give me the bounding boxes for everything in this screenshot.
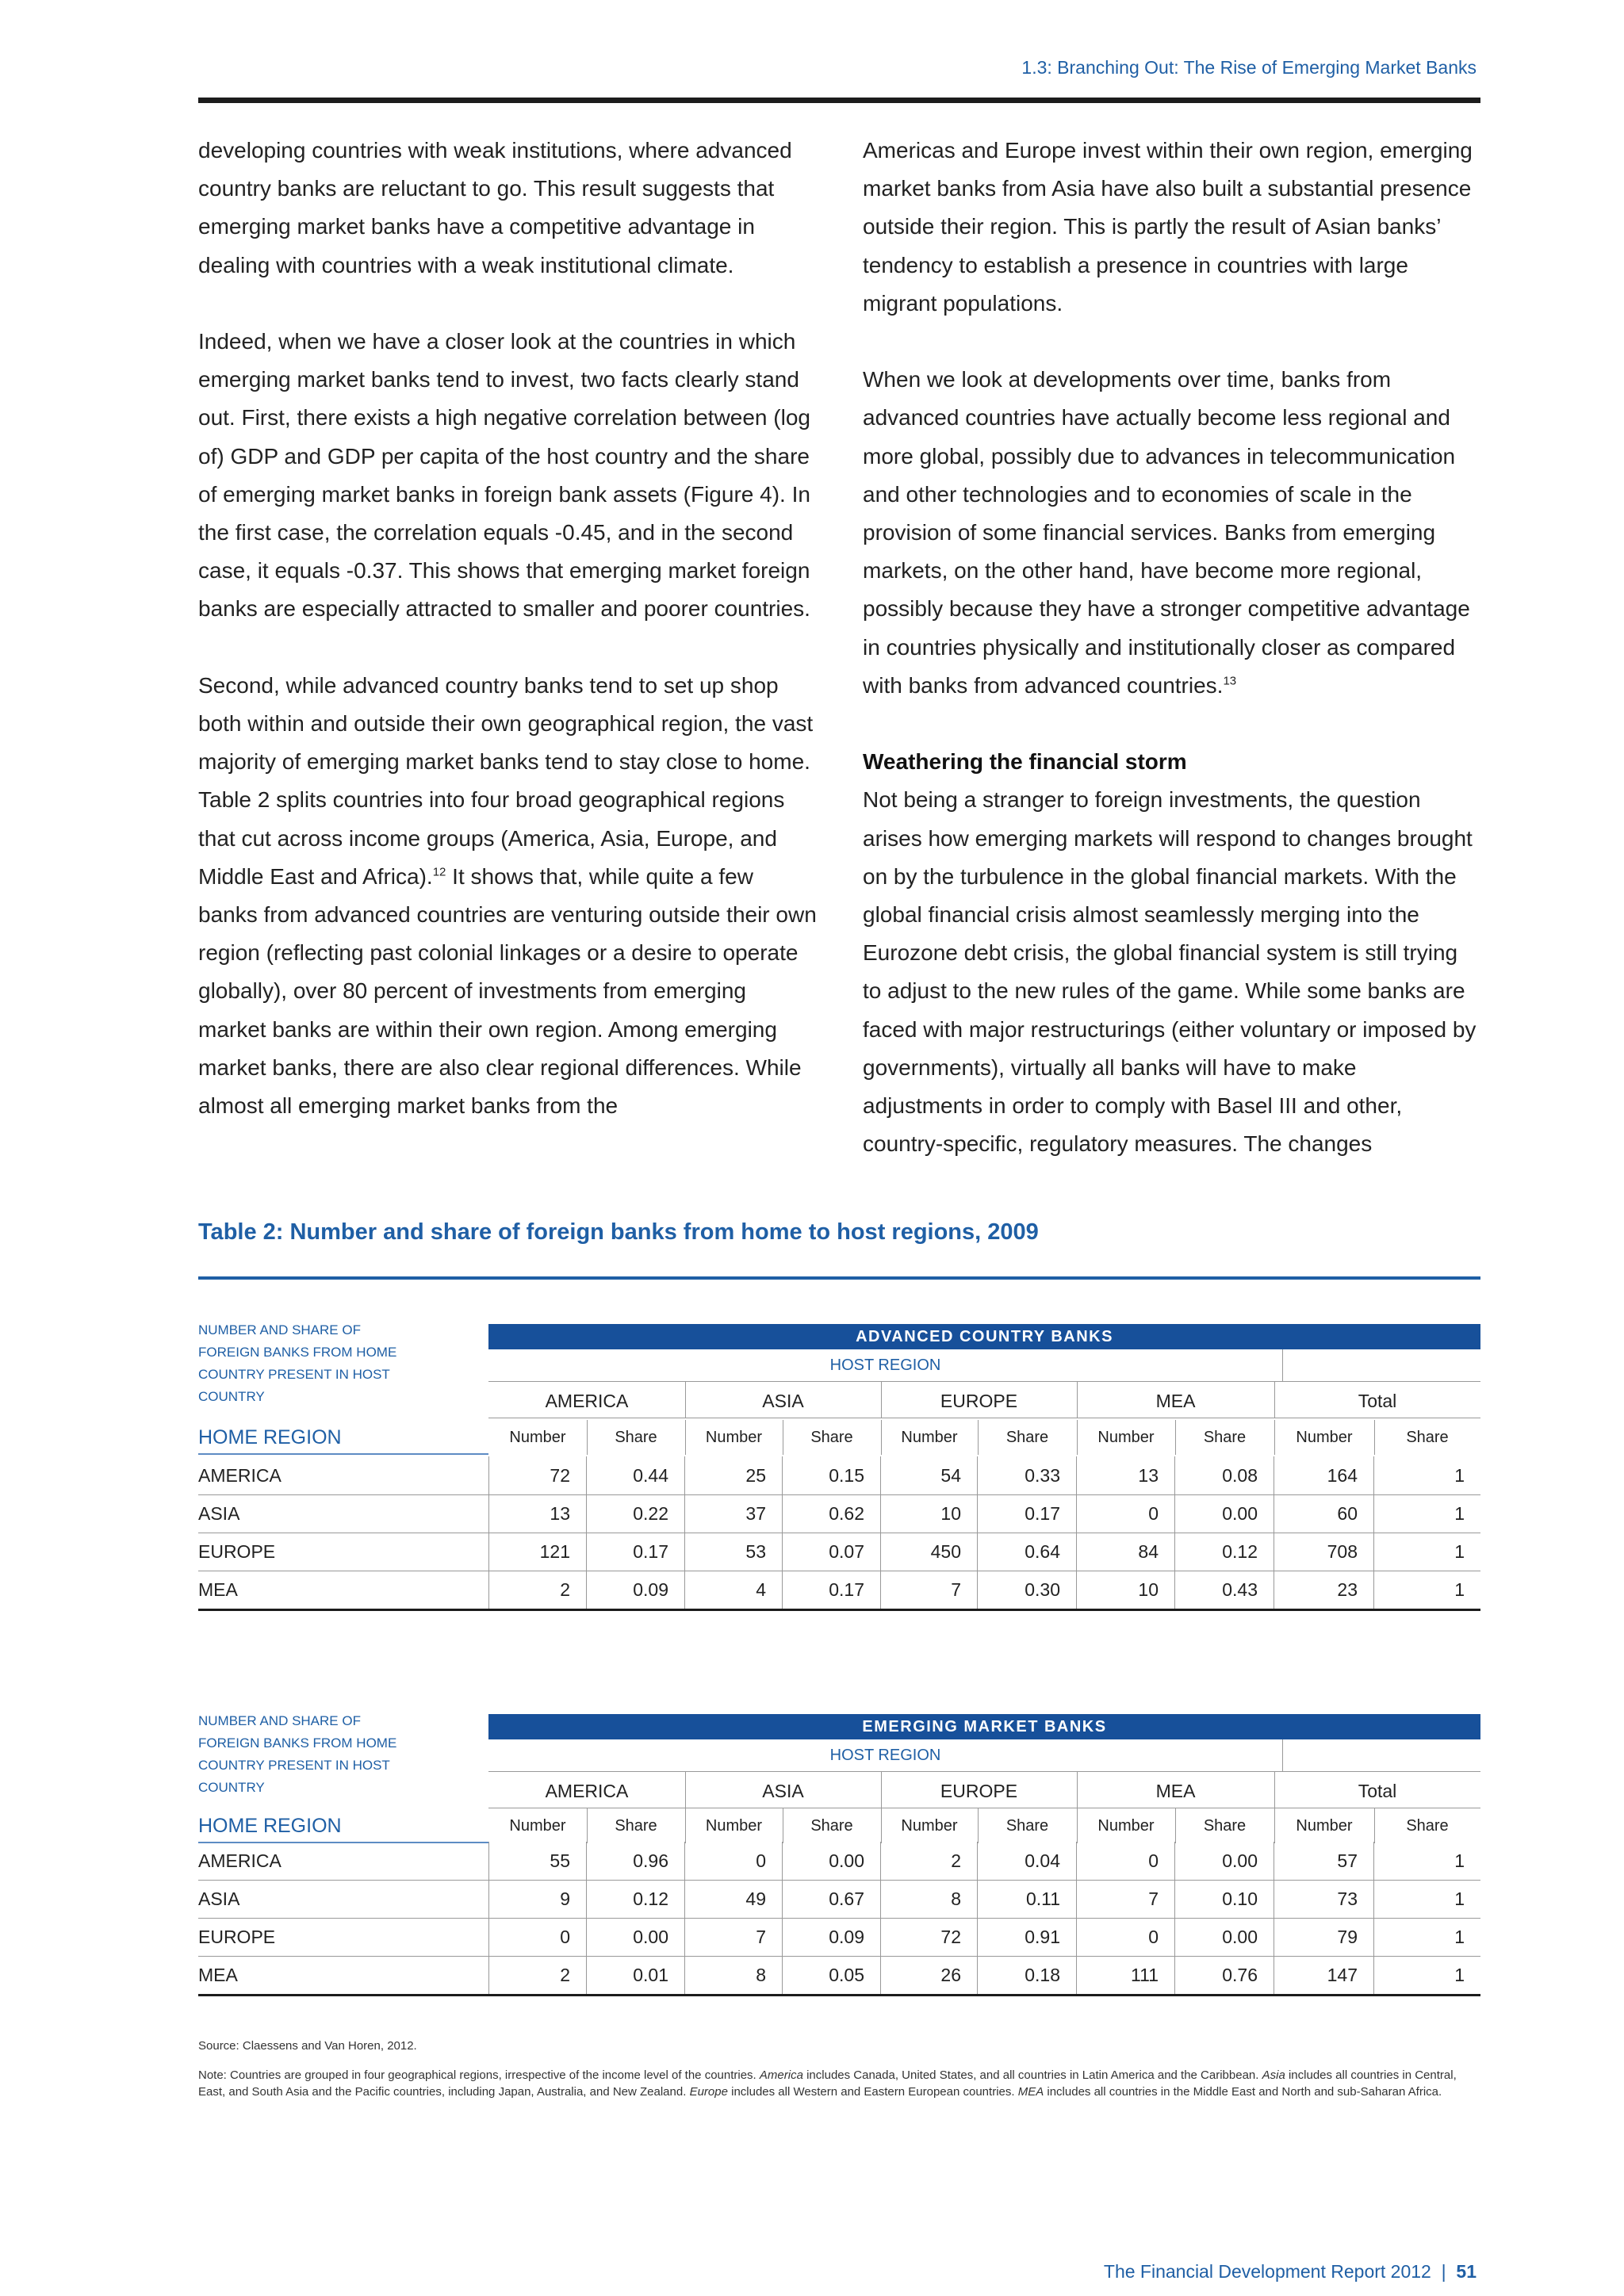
table-cell: 1: [1454, 1541, 1465, 1562]
note-term: America: [759, 2068, 803, 2082]
note-text: includes all countries in Central, East, and South Asia and the Pacific countries, including Japan, Australia, and New Zealand.: [198, 2068, 1457, 2099]
column-subheader: Share: [783, 1420, 882, 1455]
region-header: ASIA: [685, 1381, 882, 1418]
host-region-row: [488, 1739, 1480, 1772]
table-cell: 0.91: [978, 1918, 1077, 1956]
row-label: ASIA: [198, 1888, 240, 1909]
table-cell: 0.15: [783, 1456, 881, 1494]
table-cell: 1: [1454, 1503, 1465, 1524]
note-term: MEA: [1017, 2085, 1044, 2099]
table-cell: 9: [488, 1880, 587, 1918]
column-subheader: Share: [978, 1420, 1078, 1455]
column-subheader: Share: [1406, 1429, 1449, 1446]
region-header: AMERICA: [488, 1381, 686, 1418]
region-header-row: [488, 1771, 1480, 1808]
paragraph: Americas and Europe invest within their own region, emerging market banks from Asia have also built a substantial presence outside their region. This is partly the result of Asian banks’ tendency to establish a presence in countries with large migrant populations.: [863, 138, 1473, 316]
note-text: includes all Western and Eastern European countries.: [727, 2085, 1018, 2099]
footnote-ref: 13: [1223, 674, 1237, 688]
table-cell: 60: [1274, 1494, 1374, 1533]
table-cell: 0: [1077, 1494, 1175, 1533]
table-cell: 8: [881, 1880, 978, 1918]
table-cell: 8: [685, 1956, 783, 1994]
table-cell: 0.09: [783, 1918, 881, 1956]
home-region-label: HOME REGION: [198, 1815, 342, 1837]
region-header: MEA: [1077, 1381, 1275, 1418]
table-cell: 57: [1274, 1842, 1374, 1880]
note-term: Europe: [689, 2085, 728, 2099]
table-cell: 0.00: [1175, 1842, 1274, 1880]
row-label: EUROPE: [198, 1541, 276, 1562]
table-band: EMERGING MARKET BANKS: [488, 1714, 1480, 1739]
note-text: includes all countries in the Middle East and North and sub-Saharan Africa.: [1044, 2085, 1442, 2099]
footer-separator: |: [1441, 2261, 1446, 2282]
table-cell: 72: [488, 1456, 587, 1494]
table-cell: 84: [1077, 1533, 1175, 1571]
note-text: includes Canada, United States, and all countries in Latin America and the Caribbean.: [802, 2068, 1262, 2082]
table-cell: 0.43: [1175, 1571, 1274, 1609]
table-cell: 0.12: [587, 1880, 685, 1918]
table-cell: 0: [1077, 1842, 1175, 1880]
region-header: AMERICA: [488, 1771, 686, 1808]
page-number: 51: [1456, 2261, 1477, 2282]
table-cell: 79: [1274, 1918, 1374, 1956]
table-title: Table 2: Number and share of foreign banks from home to host regions, 2009: [198, 1219, 1039, 1245]
table-row: [198, 1456, 1480, 1495]
table-cell: 0.11: [978, 1880, 1077, 1918]
column-subheader: Number: [1274, 1420, 1375, 1455]
table-cell: 0.04: [978, 1842, 1077, 1880]
row-label: MEA: [198, 1965, 238, 1985]
column-subheader: Share: [978, 1808, 1078, 1843]
home-region-rule: [198, 1453, 488, 1455]
table-cell: 0.00: [1175, 1918, 1274, 1956]
paragraph-text: Second, while advanced country banks tend to set up shop both within and outside their own geographical region, the vast majority of emerging market banks tend to stay close to home. Table 2 splits countries into four broad geographical regions that cut across income groups (America, Asia, Europe, and Middle East and Africa).: [198, 672, 814, 889]
table-row: [198, 1918, 1480, 1957]
column-subheader: Share: [1175, 1420, 1275, 1455]
row-label: AMERICA: [198, 1465, 282, 1486]
region-header: EUROPE: [881, 1381, 1078, 1418]
home-region-label: HOME REGION: [198, 1426, 342, 1448]
column-subheader: Number: [685, 1808, 783, 1843]
column-subheader: Number: [881, 1808, 979, 1843]
region-header: MEA: [1077, 1771, 1275, 1808]
paragraph: Indeed, when we have a closer look at the countries in which emerging market banks tend to invest, two facts clearly stand out. First, there exists a high negative correlation between (log of) GDP and GDP per capita of the host country and the share of emerging market banks in foreign bank assets (Figure 4). In the first case, the correlation equals -0.45, and in the second case, it equals -0.37. This shows that emerging market foreign banks are especially attracted to smaller and poorer countries.: [198, 329, 810, 622]
table-cell: 49: [685, 1880, 783, 1918]
table-cell: 54: [881, 1456, 978, 1494]
table-cell: 0.00: [783, 1842, 881, 1880]
table-cell: 13: [1077, 1456, 1175, 1494]
table-cell: 26: [881, 1956, 978, 1994]
table-cell: 450: [881, 1533, 978, 1571]
table-cell: 0: [488, 1918, 587, 1956]
note-term: Asia: [1262, 2068, 1285, 2082]
table-cell: 23: [1274, 1571, 1374, 1609]
table-cell: 111: [1077, 1956, 1175, 1994]
table-cell: 25: [685, 1456, 783, 1494]
column-subheader: Share: [587, 1420, 686, 1455]
table-cell: 2: [881, 1842, 978, 1880]
table-cell: 73: [1274, 1880, 1374, 1918]
table-row: [198, 1571, 1480, 1611]
host-region-label: HOST REGION: [488, 1739, 1283, 1771]
corner-label: NUMBER AND SHARE OF FOREIGN BANKS FROM HOME COUNTRY PRESENT IN HOST COUNTRY: [198, 1713, 397, 1795]
table-cell: 2: [488, 1956, 587, 1994]
table-title-rule: [198, 1276, 1480, 1280]
column-subheader: Number: [488, 1808, 588, 1843]
column-subheader: Number: [1077, 1808, 1176, 1843]
table-cell: 0.00: [587, 1918, 685, 1956]
table-cell: 37: [685, 1494, 783, 1533]
table-cell: 0: [1077, 1918, 1175, 1956]
header-rule: [198, 98, 1480, 103]
table-cell: 0.09: [587, 1571, 685, 1609]
corner-label: NUMBER AND SHARE OF FOREIGN BANKS FROM HOME COUNTRY PRESENT IN HOST COUNTRY: [198, 1322, 397, 1404]
table-cell: 55: [488, 1842, 587, 1880]
table-cell: 121: [488, 1533, 587, 1571]
table-cell: 1: [1454, 1927, 1465, 1947]
table-cell: 0.17: [587, 1533, 685, 1571]
table-row: [198, 1880, 1480, 1919]
table-cell: 10: [881, 1494, 978, 1533]
paragraph: [863, 361, 1481, 705]
table-cell: 4: [685, 1571, 783, 1609]
table-cell: 0.96: [587, 1842, 685, 1880]
table-cell: 0.33: [978, 1456, 1077, 1494]
subheader-row: [198, 1420, 1480, 1455]
paragraph-text: It shows that, while quite a few banks from advanced countries are venturing outside their own region (reflecting past colonial linkages or a desire to operate globally), over 80 percent of investments from emerging market banks are within their own region. Among emerging market banks, there are also clear regional differences. While almost all emerging market banks from the: [198, 863, 817, 1119]
column-subheader: Number: [1274, 1808, 1375, 1843]
right-column: [863, 132, 1481, 1163]
footnote-ref: 12: [432, 865, 446, 879]
host-region-row: [488, 1349, 1480, 1382]
table-cell: 7: [685, 1918, 783, 1956]
region-header: Total: [1358, 1391, 1397, 1411]
row-label: EUROPE: [198, 1927, 276, 1947]
left-column: [198, 132, 817, 1163]
table-cell: 0.30: [978, 1571, 1077, 1609]
table-row: [198, 1494, 1480, 1533]
table-row: [198, 1956, 1480, 1996]
column-subheader: Number: [488, 1420, 588, 1455]
table-cell: 53: [685, 1533, 783, 1571]
table-cell: 0.01: [587, 1956, 685, 1994]
table-cell: 0.10: [1175, 1880, 1274, 1918]
paragraph-text: When we look at developments over time, banks from advanced countries have actually become less regional and more global, possibly due to advances in telecommunication and other technologies and to economies of scale in the provision of some financial services. Banks from emerging markets, on the other hand, have become more regional, possibly because they have a stronger competitive advantage in countries physically and institutionally closer as compared with banks from advanced countries.: [863, 367, 1470, 698]
footer-title: The Financial Development Report 2012: [1103, 2261, 1431, 2282]
table-cell: 0.22: [587, 1494, 685, 1533]
table-cell: 0.62: [783, 1494, 881, 1533]
table-cell: 0.64: [978, 1533, 1077, 1571]
table-cell: 0.12: [1175, 1533, 1274, 1571]
column-subheader: Number: [1077, 1420, 1176, 1455]
region-header: ASIA: [685, 1771, 882, 1808]
page-footer: [1104, 2261, 1477, 2283]
note-text: Note: Countries are grouped in four geographical regions, irrespective of the income level of the countries.: [198, 2068, 760, 2082]
table-cell: 0.18: [978, 1956, 1077, 1994]
subheader-row: [198, 1808, 1480, 1843]
region-header: EUROPE: [881, 1771, 1078, 1808]
table-cell: 10: [1077, 1571, 1175, 1609]
paragraph: Not being a stranger to foreign investments, the question arises how emerging markets will respond to changes brought on by the turbulence in the global financial markets. With the global financial crisis almost seamlessly merging into the Eurozone debt crisis, the global financial system is still trying to adjust to the new rules of the game. While some banks are faced with major restructurings (either voluntary or imposed by governments), virtually all banks will have to make adjustments in order to comply with Basel III and other, country-specific, regulatory measures. The changes: [863, 787, 1477, 1157]
table-cell: 0.07: [783, 1533, 881, 1571]
column-subheader: Share: [1406, 1817, 1449, 1835]
running-head: 1.3: Branching Out: The Rise of Emerging Market Banks: [1021, 57, 1477, 78]
table-cell: 0.00: [1175, 1494, 1274, 1533]
region-header: Total: [1358, 1781, 1397, 1801]
column-subheader: Number: [881, 1420, 979, 1455]
table-cell: 2: [488, 1571, 587, 1609]
table-cell: 0.44: [587, 1456, 685, 1494]
table-cell: 147: [1274, 1956, 1374, 1994]
table-cell: 708: [1274, 1533, 1374, 1571]
table-cell: 1: [1454, 1888, 1465, 1909]
table-band: ADVANCED COUNTRY BANKS: [488, 1324, 1480, 1349]
table-cell: 72: [881, 1918, 978, 1956]
paragraph: developing countries with weak institutions, where advanced country banks are reluctant to go. This result suggests that emerging market banks have a competitive advantage in dealing with countries with a weak institutional climate.: [198, 138, 792, 277]
table-cell: 0.17: [783, 1571, 881, 1609]
source-note: Source: Claessens and Van Horen, 2012.: [198, 2039, 417, 2053]
table-cell: 1: [1454, 1965, 1465, 1985]
row-label: ASIA: [198, 1503, 240, 1524]
table-cell: 1: [1454, 1465, 1465, 1486]
table-cell: 1: [1454, 1850, 1465, 1871]
table-cell: 13: [488, 1494, 587, 1533]
table-cell: 0.08: [1175, 1456, 1274, 1494]
host-region-label: HOST REGION: [488, 1349, 1283, 1381]
table-cell: 0.17: [978, 1494, 1077, 1533]
table-cell: 1: [1454, 1579, 1465, 1600]
section-heading: Weathering the financial storm: [863, 749, 1187, 775]
table-cell: 7: [881, 1571, 978, 1609]
column-subheader: Share: [1175, 1808, 1275, 1843]
column-subheader: Number: [685, 1420, 783, 1455]
column-subheader: Share: [587, 1808, 686, 1843]
region-header-row: [488, 1381, 1480, 1418]
paragraph: [198, 667, 817, 1125]
row-label: MEA: [198, 1579, 238, 1600]
table-row: [198, 1533, 1480, 1571]
table-cell: 0.67: [783, 1880, 881, 1918]
row-label: AMERICA: [198, 1850, 282, 1871]
table-cell: 0.76: [1175, 1956, 1274, 1994]
table-cell: 0: [685, 1842, 783, 1880]
table-note: [198, 2067, 1480, 2100]
table-cell: 7: [1077, 1880, 1175, 1918]
table-cell: 164: [1274, 1456, 1374, 1494]
column-subheader: Share: [783, 1808, 882, 1843]
table-row: [198, 1842, 1480, 1881]
table-cell: 0.05: [783, 1956, 881, 1994]
